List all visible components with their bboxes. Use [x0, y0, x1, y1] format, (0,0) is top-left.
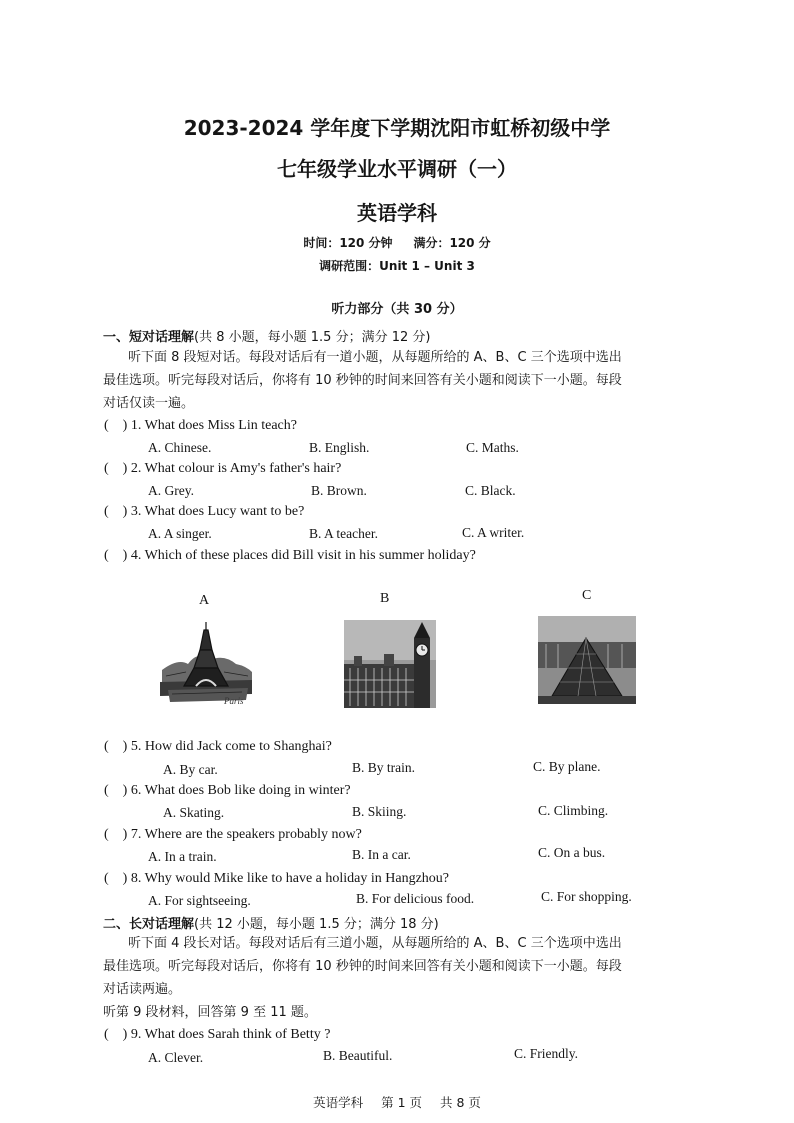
section1-detail: (共 8 小题，每小题 1.5 分；满分 12 分)	[194, 330, 431, 345]
q2-option-c: C. Black.	[465, 483, 516, 498]
section1-instruction-3: 对话仅读一遍。	[103, 396, 195, 411]
exam-time-score	[0, 234, 794, 251]
answer-paren: (	[104, 783, 109, 798]
q1-option-b: B. English.	[309, 440, 370, 455]
q9-option-a: A. Clever.	[148, 1050, 204, 1065]
question-5-stem: ) 5. How did Jack come to Shanghai?	[122, 739, 332, 754]
section2-instruction-1: 听下面 4 段长对话。每段对话后有三道小题，从每题所给的 A、B、C 三个选项中选出	[128, 936, 622, 951]
picture-label-b: B	[380, 591, 390, 606]
q1-option-c: C. Maths.	[466, 440, 519, 455]
question-4	[104, 548, 476, 564]
q9-option-b: B. Beautiful.	[323, 1048, 393, 1063]
question-2-stem: ) 2. What colour is Amy's father's hair?	[122, 461, 342, 476]
answer-paren: (	[104, 871, 109, 886]
picture-b-big-ben	[344, 620, 436, 708]
exam-subject: 英语学科	[357, 201, 437, 225]
q9-option-c: C. Friendly.	[514, 1046, 578, 1061]
picture-a-caption: Paris	[224, 696, 244, 706]
question-8	[104, 871, 449, 887]
exam-range: 调研范围：Unit 1 – Unit 3	[319, 259, 475, 273]
picture-label-c: C	[582, 588, 592, 603]
question-1	[104, 418, 297, 434]
picture-label-a: A	[199, 593, 210, 608]
q8-option-b: B. For delicious food.	[356, 891, 475, 906]
section1-instruction-1: 听下面 8 段短对话。每段对话后有一道小题，从每题所给的 A、B、C 三个选项中选出	[128, 350, 622, 365]
answer-paren: (	[104, 418, 109, 433]
question-4-stem: ) 4. Which of these places did Bill visit in his summer holiday?	[122, 548, 476, 563]
answer-paren: (	[104, 827, 109, 842]
q5-option-b: B. By train.	[352, 760, 415, 775]
answer-paren: (	[104, 548, 109, 563]
q5-option-a: A. By car.	[163, 762, 218, 777]
question-7-stem: ) 7. Where are the speakers probably now?	[122, 827, 362, 842]
section2-instruction-2: 最佳选项。听完每段对话后，你将有 10 秒钟的时间来回答有关小题和阅读下一小题。每段	[103, 959, 622, 974]
q7-option-b: B. In a car.	[352, 847, 411, 862]
section1-num: 一、	[103, 330, 130, 345]
q5-option-c: C. By plane.	[533, 759, 601, 774]
footer-subject: 英语学科	[313, 1095, 364, 1110]
section2-material-note: 听第 9 段材料，回答第 9 至 11 题。	[103, 1005, 317, 1020]
section2-num: 二、	[103, 917, 130, 932]
question-6-stem: ) 6. What does Bob like doing in winter?	[122, 783, 351, 798]
footer-page: 第 1 页	[381, 1095, 422, 1110]
section1-instruction-2: 最佳选项。听完每段对话后，你将有 10 秒钟的时间来回答有关小题和阅读下一小题。每段	[103, 373, 622, 388]
q8-option-c: C. For shopping.	[541, 889, 632, 904]
q2-option-b: B. Brown.	[311, 483, 367, 498]
picture-a-eiffel-tower	[158, 620, 254, 706]
q1-option-a: A. Chinese.	[148, 440, 212, 455]
q3-option-c: C. A writer.	[462, 525, 525, 540]
q3-option-a: A. A singer.	[148, 526, 212, 541]
answer-paren: (	[104, 739, 109, 754]
question-6	[104, 783, 351, 799]
section2-heading	[103, 913, 439, 932]
exam-score: 满分：120 分	[413, 236, 491, 250]
exam-title-line1: 2023-2024 学年度下学期沈阳市虹桥初级中学	[183, 116, 611, 140]
q2-option-a: A. Grey.	[148, 483, 194, 498]
exam-time: 时间：120 分钟	[303, 236, 393, 250]
section1-heading	[103, 326, 430, 345]
question-8-stem: ) 8. Why would Mike like to have a holiday in Hangzhou?	[122, 871, 450, 886]
section2-title: 长对话理解	[129, 917, 195, 932]
q7-option-c: C. On a bus.	[538, 845, 606, 860]
answer-paren: (	[104, 461, 109, 476]
page-footer	[0, 1093, 794, 1111]
q3-option-b: B. A teacher.	[309, 526, 378, 541]
q6-option-c: C. Climbing.	[538, 803, 609, 818]
question-9	[104, 1027, 330, 1043]
question-1-stem: ) 1. What does Miss Lin teach?	[122, 418, 297, 433]
question-5	[104, 739, 332, 755]
q6-option-a: A. Skating.	[163, 805, 225, 820]
section1-title: 短对话理解	[129, 330, 195, 345]
listening-part-heading: 听力部分（共 30 分）	[331, 302, 463, 317]
q6-option-b: B. Skiing.	[352, 804, 407, 819]
picture-c-pyramid	[538, 616, 636, 704]
footer-total: 共 8 页	[440, 1095, 481, 1110]
question-3	[104, 504, 304, 520]
question-3-stem: ) 3. What does Lucy want to be?	[122, 504, 305, 519]
section2-instruction-3: 对话读两遍。	[103, 982, 182, 997]
question-9-stem: ) 9. What does Sarah think of Betty ?	[122, 1027, 331, 1042]
question-7	[104, 827, 362, 843]
question-2	[104, 461, 341, 477]
answer-paren: (	[104, 504, 109, 519]
section2-detail: (共 12 小题，每小题 1.5 分；满分 18 分)	[194, 917, 439, 932]
q8-option-a: A. For sightseeing.	[148, 893, 251, 908]
answer-paren: (	[104, 1027, 109, 1042]
q7-option-a: A. In a train.	[148, 849, 217, 864]
exam-title-line2: 七年级学业水平调研（一）	[277, 157, 517, 181]
